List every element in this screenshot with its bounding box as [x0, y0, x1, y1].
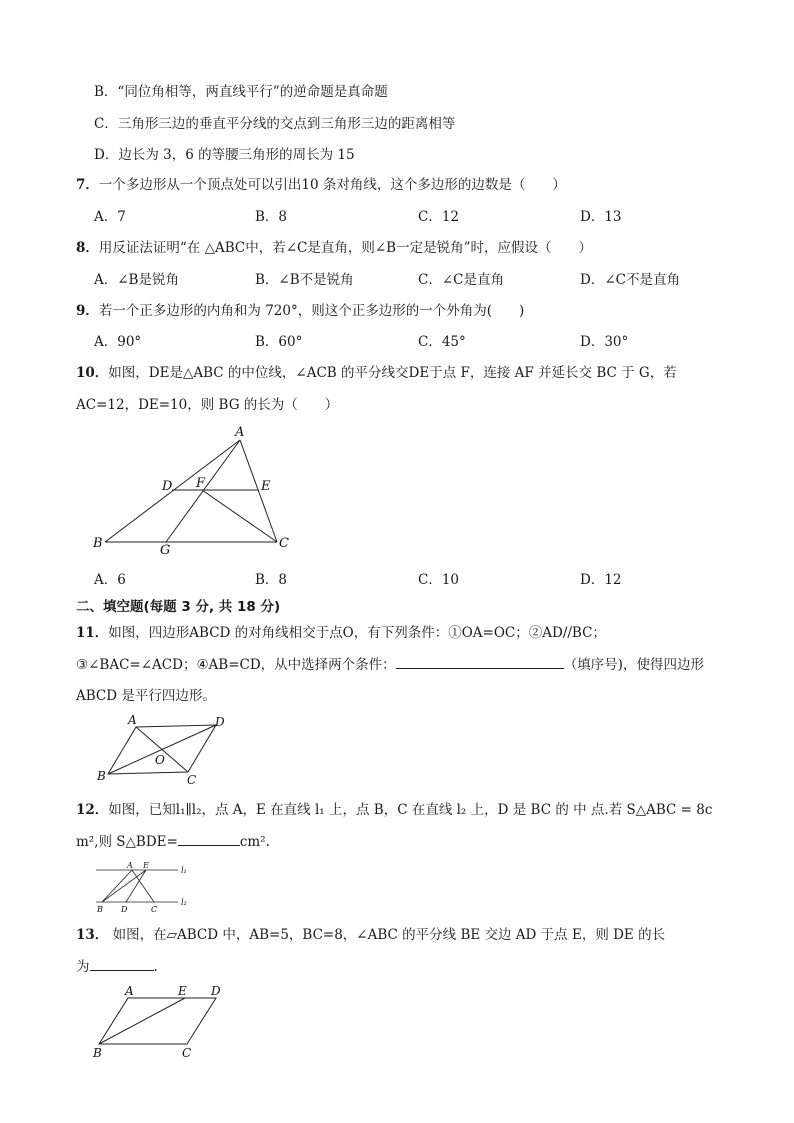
q13-stem-line1 — [76, 925, 665, 945]
q7-option-a: A．7 — [94, 209, 126, 225]
q12-label-b: B — [97, 905, 103, 914]
q12-label-l2: l₂ — [181, 898, 187, 907]
q10-label-c: C — [279, 536, 289, 551]
q6-option-c: C．三角形三边的垂直平分线的交点到三角形三边的距离相等 — [94, 116, 456, 132]
q8-option-b: B．∠B不是锐角 — [255, 272, 354, 288]
q11-stem-line3: ABCD 是平行四边形。 — [76, 688, 216, 704]
q10-text-1: 如图，DE是△ABC 的中位线，∠ACB 的平分线交DE于点 F，连接 AF 并延长交 BC 于 G，若 — [108, 365, 677, 381]
q6-option-d: D．边长为 3，6 的等腰三角形的周长为 15 — [94, 147, 355, 163]
q13-label-a: A — [125, 984, 134, 998]
q7-option-d: D．13 — [580, 209, 622, 225]
q8-stem — [76, 238, 592, 258]
q11-stem-line2 — [76, 654, 704, 675]
q13-parallelogram-figure — [90, 982, 230, 1062]
q11-text-2a: ③∠BAC=∠ACD；④AB=CD，从中选择两个条件： — [76, 657, 396, 673]
q13-label-b: B — [93, 1046, 102, 1060]
q10-segment-ac — [240, 440, 277, 542]
q12-stem-line2 — [76, 831, 270, 852]
q9-option-c: C．45° — [418, 334, 466, 350]
q11-parallelogram-figure — [92, 712, 232, 788]
q9-number: 9． — [76, 303, 99, 319]
q13-parallelogram-abcd — [99, 998, 216, 1044]
q10-triangle-figure — [86, 420, 301, 560]
q11-stem-line1 — [76, 623, 606, 643]
q11-label-o: O — [155, 753, 165, 767]
q10-option-d: D．12 — [580, 572, 622, 588]
q10-label-g: G — [160, 543, 171, 558]
q12-text-2a: m²,则 S△BDE= — [76, 834, 178, 850]
q13-label-d: D — [211, 984, 221, 998]
q8-number: 8． — [76, 240, 99, 256]
q10-number: 10． — [76, 365, 109, 381]
q12-segment-ab — [102, 870, 132, 902]
q10-option-b: B．8 — [255, 572, 288, 588]
q10-segment-fc — [202, 490, 277, 542]
q8-option-d: D．∠C不是直角 — [580, 272, 680, 288]
q10-label-a: A — [235, 425, 245, 440]
q12-stem-line1 — [76, 800, 712, 820]
q7-stem — [76, 175, 566, 195]
q11-number: 11． — [76, 625, 109, 641]
q12-label-c: C — [151, 905, 158, 914]
q9-option-b: B．60° — [255, 334, 303, 350]
q13-text-2: 为 — [76, 959, 90, 975]
q12-label-e: E — [143, 861, 149, 870]
q13-text-1: 如图，在▱ABCD 中，AB=5，BC=8，∠ABC 的平分线 BE 交边 AD 于点 E，则 DE 的长 — [108, 927, 666, 943]
q12-label-d: D — [121, 905, 128, 914]
q12-text-1: 如图，已知l₁∥l₂，点 A，E 在直线 l₁ 上，点 B，C 在直线 l₂ 上，D 是 BC 的 中 点.若 S△ABC = 8c — [108, 802, 713, 818]
q7-option-c: C．12 — [418, 209, 460, 225]
q11-text-2b: （填序号)，使得四边形 — [563, 657, 704, 673]
q10-label-e: E — [261, 479, 271, 494]
q10-label-f: F — [196, 476, 206, 491]
q10-stem-line2: AC=12，DE=10，则 BG 的长为（ ） — [76, 397, 339, 413]
q8-option-c: C．∠C是直角 — [418, 272, 504, 288]
q11-label-d: D — [215, 715, 225, 729]
q10-option-c: C．10 — [418, 572, 460, 588]
q11-label-b: B — [97, 769, 106, 783]
q13-bisector-be — [99, 998, 185, 1044]
q12-parallel-lines-figure — [92, 858, 200, 916]
q12-segment-eb — [102, 870, 146, 902]
q8-option-a: A．∠B是锐角 — [94, 272, 179, 288]
q12-number: 12． — [76, 802, 109, 818]
q12-label-l1: l₁ — [181, 866, 187, 875]
q13-number: 13． — [76, 927, 109, 943]
q11-label-c: C — [187, 773, 197, 787]
section-2-title: 二、填空题(每题 3 分, 共 18 分) — [76, 599, 281, 615]
q9-option-a: A．90° — [94, 334, 142, 350]
q7-option-b: B．8 — [255, 209, 288, 225]
q9-text: 若一个正多边形的内角和为 720°，则这个正多边形的一个外角为( ) — [98, 303, 525, 319]
q13-label-c: C — [182, 1046, 192, 1060]
q9-stem — [76, 301, 524, 321]
q13-stem-line2 — [76, 956, 158, 977]
q6-option-b: B．“同位角相等，两直线平行”的逆命题是真命题 — [94, 84, 388, 100]
q12-label-a: A — [127, 861, 133, 870]
q8-text: 用反证法证明“在 △ABC中，若∠C是直角，则∠B一定是锐角”时，应假设（ ） — [98, 240, 593, 256]
q10-option-a: A．6 — [94, 572, 126, 588]
q10-segment-ab — [105, 440, 240, 542]
q9-option-d: D．30° — [580, 334, 629, 350]
q13-answer-blank[interactable] — [90, 956, 154, 971]
q10-stem-line1 — [76, 363, 677, 383]
q12-answer-blank[interactable] — [178, 831, 240, 846]
q10-label-d: D — [162, 479, 173, 494]
q11-text-1: 如图，四边形ABCD 的对角线相交于点O，有下列条件：①OA=OC；②AD//BC； — [108, 625, 606, 641]
q13-label-e: E — [178, 984, 187, 998]
q11-answer-blank[interactable] — [396, 654, 564, 669]
q11-label-a: A — [128, 713, 137, 727]
q10-label-b: B — [93, 536, 103, 551]
q13-text-2-end: . — [153, 959, 158, 975]
q12-text-2b: cm². — [239, 834, 270, 850]
q7-number: 7． — [76, 177, 99, 193]
q7-text: 一个多边形从一个顶点处可以引出10 条对角线，这个多边形的边数是（ ） — [98, 177, 566, 193]
